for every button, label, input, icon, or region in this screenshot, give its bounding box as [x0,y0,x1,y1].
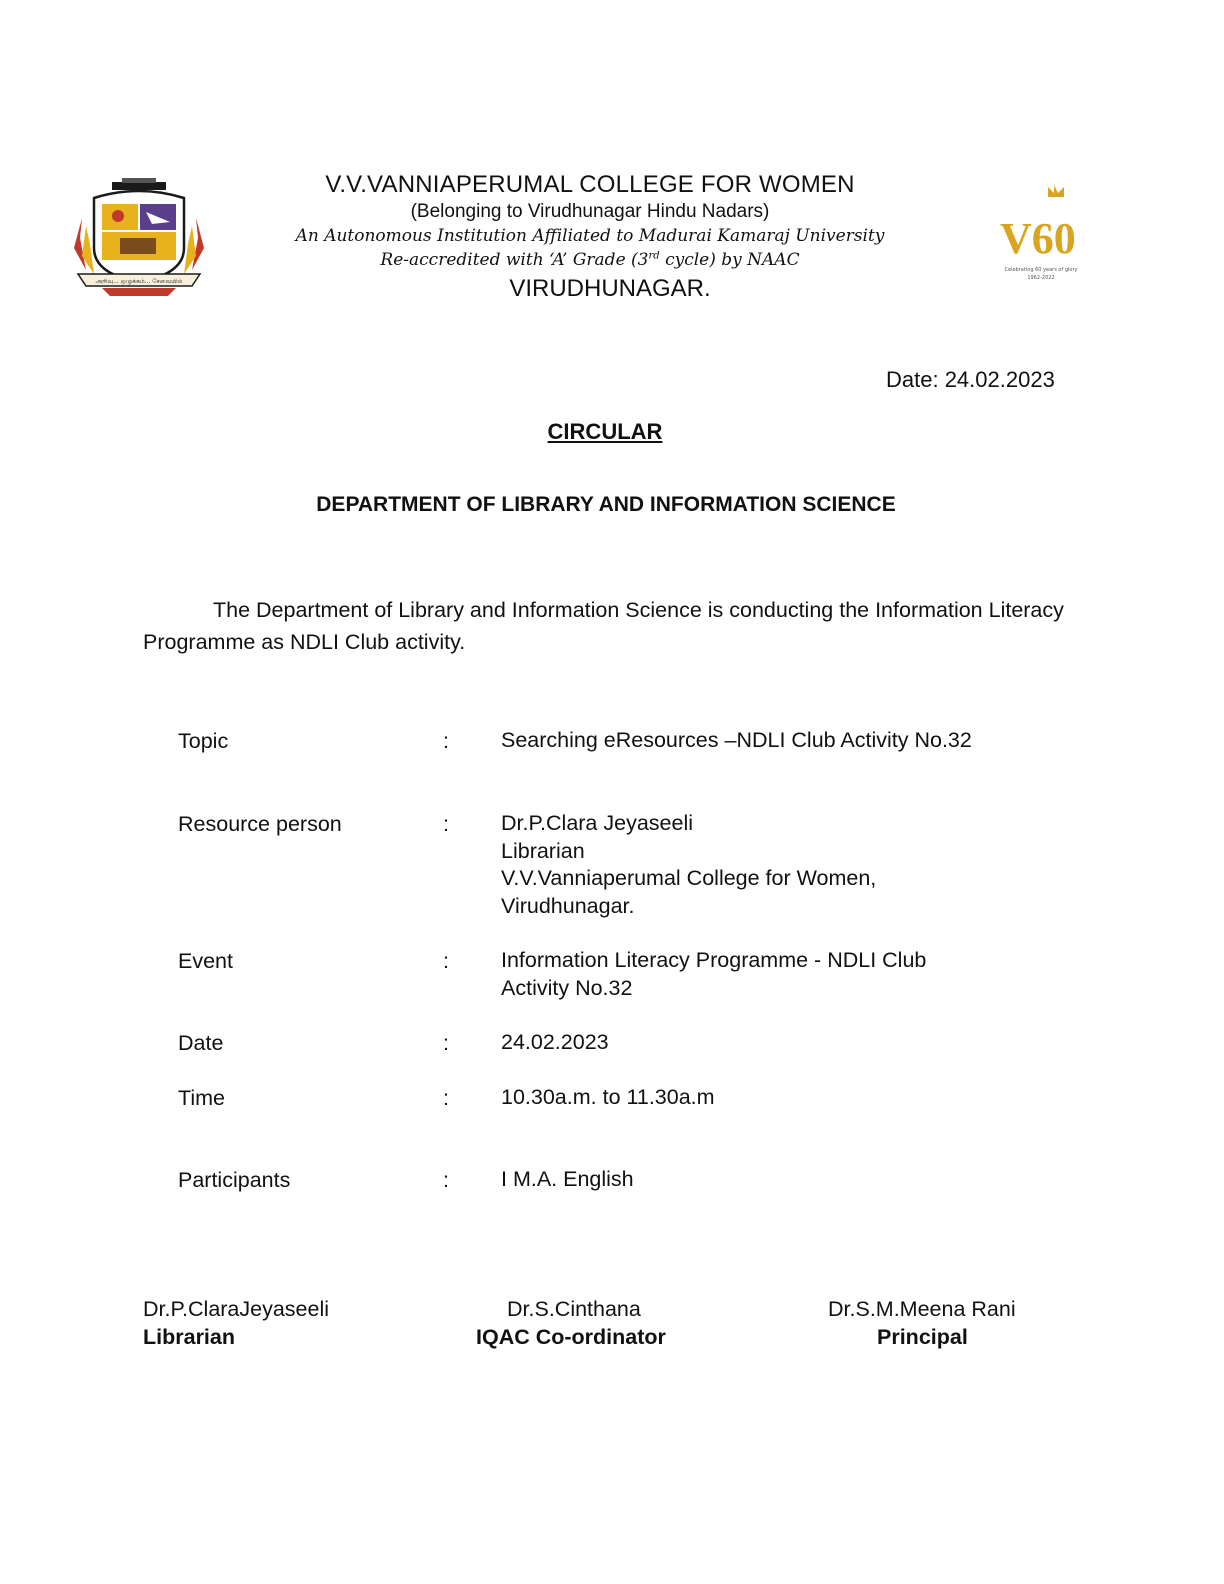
circular-date: Date: 24.02.2023 [886,367,1055,392]
participants-value: I M.A. English [501,1167,634,1191]
time-colon: : [443,1086,449,1110]
resource-person-institution: V.V.Vanniaperumal College for Women, [501,866,877,890]
participants-colon: : [443,1168,449,1192]
college-accreditation: Re-accredited with ‘A’ Grade (3rd cycle) by NAAC [380,250,800,270]
v60-years: 1962-2022 [1027,275,1055,281]
librarian-signature-role: Librarian [143,1325,235,1349]
time-label: Time [178,1086,225,1110]
iqac-signature-role: IQAC Co-ordinator [476,1325,666,1349]
event-label: Event [178,949,233,973]
event-colon: : [443,949,449,973]
participants-label: Participants [178,1168,291,1192]
librarian-signature-name: Dr.P.ClaraJeyaseeli [143,1297,330,1321]
college-city: VIRUDHUNAGAR. [509,275,711,302]
event-line-2: Activity No.32 [501,975,633,1000]
time-value: 10.30a.m. to 11.30a.m [501,1085,715,1109]
date-value: 24.02.2023 [501,1030,609,1054]
principal-signature-name: Dr.S.M.Meena Rani [828,1297,1016,1321]
resource-person-designation: Librarian [501,838,585,863]
topic-label: Topic [178,729,229,753]
emblem-motto: அறிவு... ஒழுக்கம்... சேவையில் [95,278,183,285]
date-label: Date [178,1031,224,1055]
resource-person-city: Virudhunagar. [501,893,635,918]
resource-person-colon: : [443,812,449,836]
principal-signature-role: Principal [877,1325,968,1349]
department-title: DEPARTMENT OF LIBRARY AND INFORMATION SCIENCE [316,493,896,516]
v60-caption: Celebrating 60 years of glory [1004,267,1078,273]
iqac-signature-name: Dr.S.Cinthana [507,1297,641,1321]
event-value [501,947,926,1002]
college-belonging: (Belonging to Virudhunagar Hindu Nadars) [410,201,770,222]
college-name: V.V.VANNIAPERUMAL COLLEGE FOR WOMEN [325,171,855,198]
date-colon: : [443,1031,449,1055]
event-line-1: Information Literacy Programme - NDLI Club [501,948,927,972]
resource-person-value [501,810,876,920]
resource-person-label: Resource person [178,812,342,836]
resource-person-name: Dr.P.Clara Jeyaseeli [501,811,693,835]
circular-title: CIRCULAR [547,419,663,444]
intro-paragraph: The Department of Library and Information Science is conducting the Information Literacy Programme as NDLI Club activity. [143,598,1064,654]
topic-colon: : [443,729,449,753]
college-affiliation: An Autonomous Institution Affiliated to Madurai Kamaraj University [295,226,885,246]
v60-mark: V60 [1000,214,1076,263]
topic-value: Searching eResources –NDLI Club Activity No.32 [501,728,972,752]
